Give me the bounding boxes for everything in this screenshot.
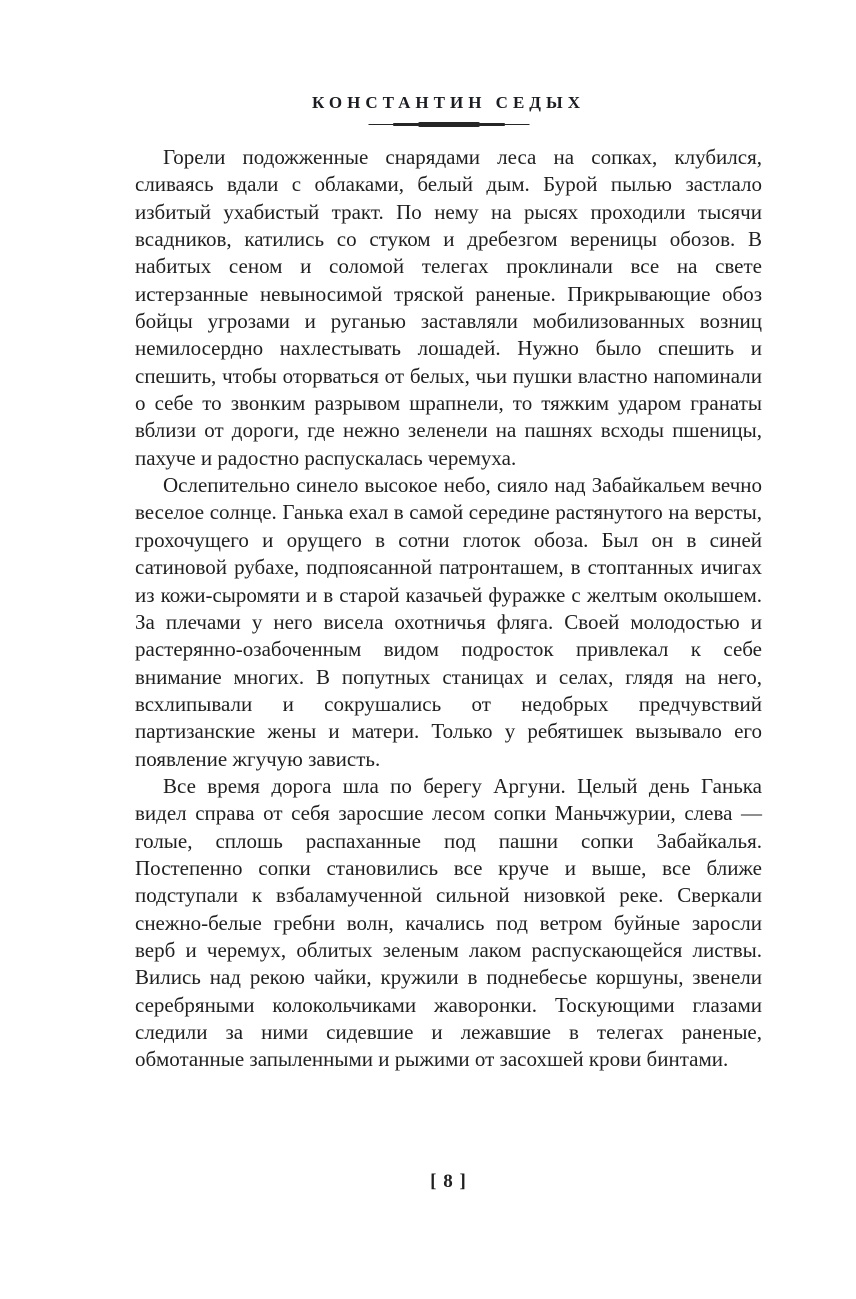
paragraph-1: Горели подожженные снарядами леса на сопках, клубился, сливаясь вдали с облаками, белый дым. Бурой пылью застлало избитый ухабистый тракт. По нему на рысях проходили тысячи всадников, катились со стуком и дребезгом вереницы обозов. В набитых сеном и соломой телегах проклинали все на свете истерзанные невыносимой тряской раненые. Прикрывающие обоз бойцы угрозами и руганью заставляли мобилизованных возниц немилосердно нахлестывать лошадей. Нужно было спешить и спешить, чтобы оторваться от белых, чьи пушки властно напоминали о себе то звонким разрывом шрапнели, то тяжким ударом гранаты вблизи от дороги, где нежно зеленели на пашнях всходы пшеницы, пахуче и радостно распускалась черемуха. <box>135 145 762 470</box>
header-ornament-rule <box>368 120 529 129</box>
paragraph-3: Все время дорога шла по берегу Аргуни. Целый день Ганька видел справа от себя заросшие лесом сопки Маньчжурии, слева — голые, сплошь распаханные под пашни сопки Забайкалья. Постепенно сопки становились все круче и выше, все ближе подступали к взбаламученной сильной низовкой реке. Сверкали снежно-белые гребни волн, качались под ветром буйные заросли верб и черемух, облитых зеленым лаком распускающейся листвы. Вились над рекою чайки, кружили в поднебесье коршуны, звенели серебряными колокольчиками жаворонки. Тоскующими глазами следили за ними сидевшие и лежавшие в телегах раненые, обмотанные запыленными и рыжими от засохшей крови бинтами. <box>135 773 762 1072</box>
page-number: [ 8 ] <box>430 1171 467 1192</box>
body-text-block <box>135 144 762 1074</box>
running-head-author: КОНСТАНТИН СЕДЫХ <box>312 93 585 112</box>
ornament-center-bar <box>418 122 480 127</box>
paragraph-2: Ослепительно синело высокое небо, сияло над Забайкальем вечно веселое солнце. Ганька ехал в самой середине растянутого на версты, грохочущего и орущего в сотни глоток обоза. Был он в синей сатиновой рубахе, подпоясанной патронташем, в стоптанных ичигах из кожи-сыромяти и в старой казачьей фуражке с желтым околышем. За плечами у него висела охотничья фляга. Своей молодостью и растерянно-озабоченным видом подросток привлекал к себе внимание многих. В попутных станицах и селах, глядя на него, всхлипывали и сокрушались от недобрых предчувствий партизанские жены и матери. Только у ребятишек вызывало его появление жгучую зависть. <box>135 473 762 771</box>
